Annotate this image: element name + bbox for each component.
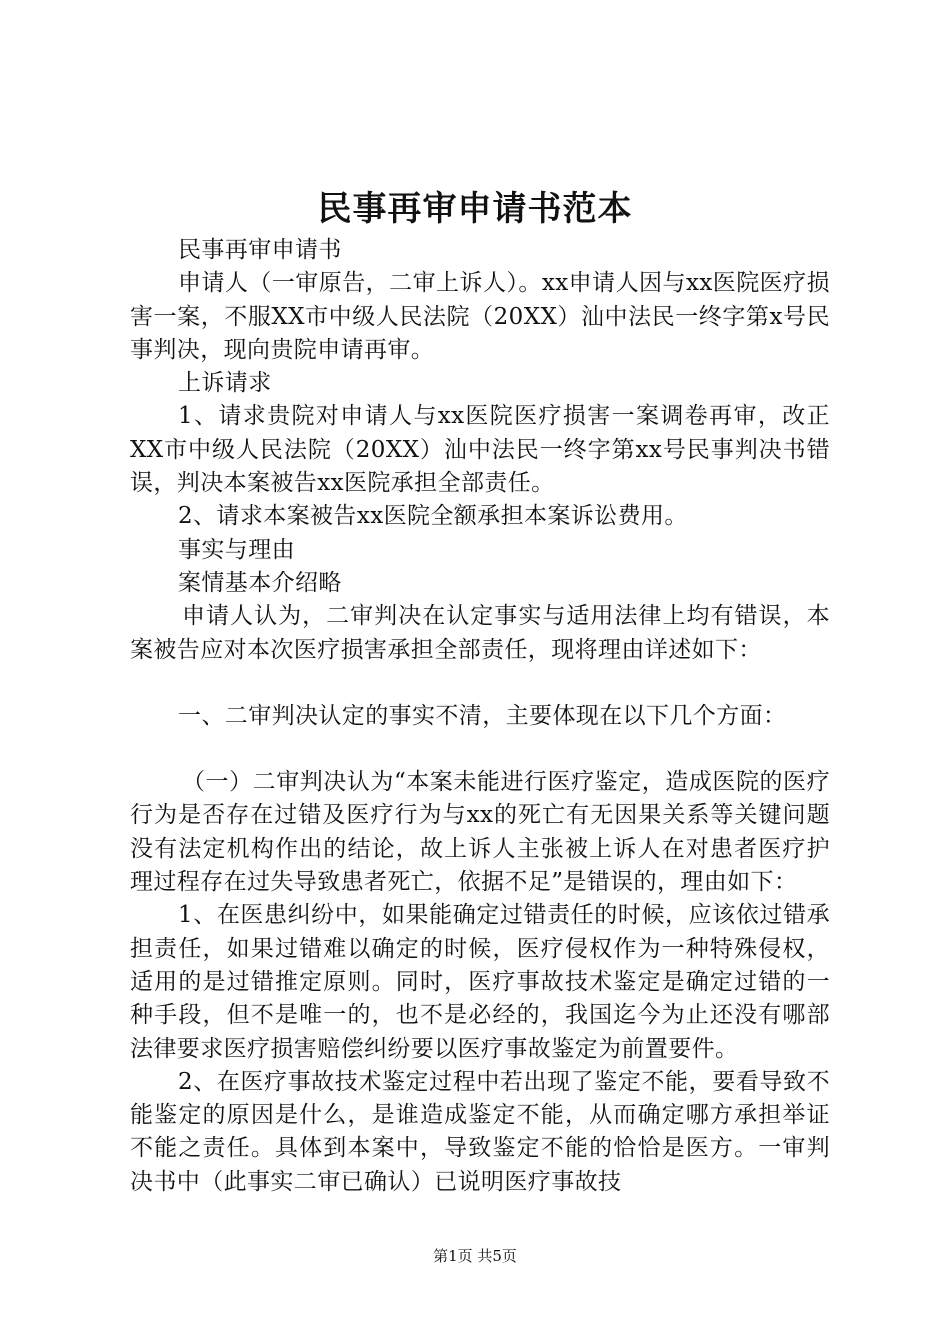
paragraph-applicant: 申请人（一审原告，二审上诉人）。xx申请人因与xx医院医疗损害一案，不服XX市中级人民法院（20XX）汕中法民一终字第x号民事判决，现向贵院申请再审。 [130, 270, 830, 363]
paragraph-reason-2: 2、在医疗事故技术鉴定过程中若出现了鉴定不能，要看导致不能鉴定的原因是什么，是谁造成鉴定不能，从而确定哪方承担举证不能之责任。具体到本案中，导致鉴定不能的恰恰是医方。一审判决书中（此事实二审已确认）已说明医疗事故技 [130, 1068, 830, 1195]
paragraph-opinion: 申请人认为，二审判决在认定事实与适用法律上均有错误，本案被告应对本次医疗损害承担全部责任，现将理由详述如下： [130, 603, 830, 663]
section-heading-requests: 上诉请求 [178, 370, 272, 397]
page-number-footer: 第1页 共5页 [433, 1247, 517, 1265]
paragraph-reason-1: 1、在医患纠纷中，如果能确定过错责任的时候，应该依过错承担责任，如果过错难以确定的时候，医疗侵权作为一种特殊侵权，适用的是过错推定原则。同时，医疗事故技术鉴定是确定过错的一种手段，但不是唯一的，也不是必经的，我国迄今为止还没有哪部法律要求医疗损害赔偿纠纷要以医疗事故鉴定为前置要件。 [130, 902, 830, 1062]
section-heading-facts: 事实与理由 [178, 536, 295, 563]
paragraph-request-1: 1、请求贵院对申请人与xx医院医疗损害一案调卷再审，改正XX市中级人民法院（20XX）汕中法民一终字第xx号民事判决书错误，判决本案被告xx医院承担全部责任。 [130, 403, 830, 497]
paragraph-heading: 民事再审申请书 [178, 237, 342, 263]
document-title: 民事再审申请书范本 [317, 189, 633, 229]
paragraph-case-intro: 案情基本介绍略 [178, 569, 342, 596]
paragraph-request-2: 2、请求本案被告xx医院全额承担本案诉讼费用。 [178, 503, 688, 530]
document-body [130, 234, 830, 1199]
paragraph-point-one: 一、二审判决认定的事实不清，主要体现在以下几个方面： [178, 702, 787, 729]
paragraph-subpoint-one: （一）二审判决认为“本案未能进行医疗鉴定，造成医院的医疗行为是否存在过错及医疗行为与xx的死亡有无因果关系等关键问题没有法定机构作出的结论，故上诉人主张被上诉人在对患者医疗护理过程存在过失导致患者死亡，依据不足”是错误的，理由如下： [130, 769, 830, 896]
